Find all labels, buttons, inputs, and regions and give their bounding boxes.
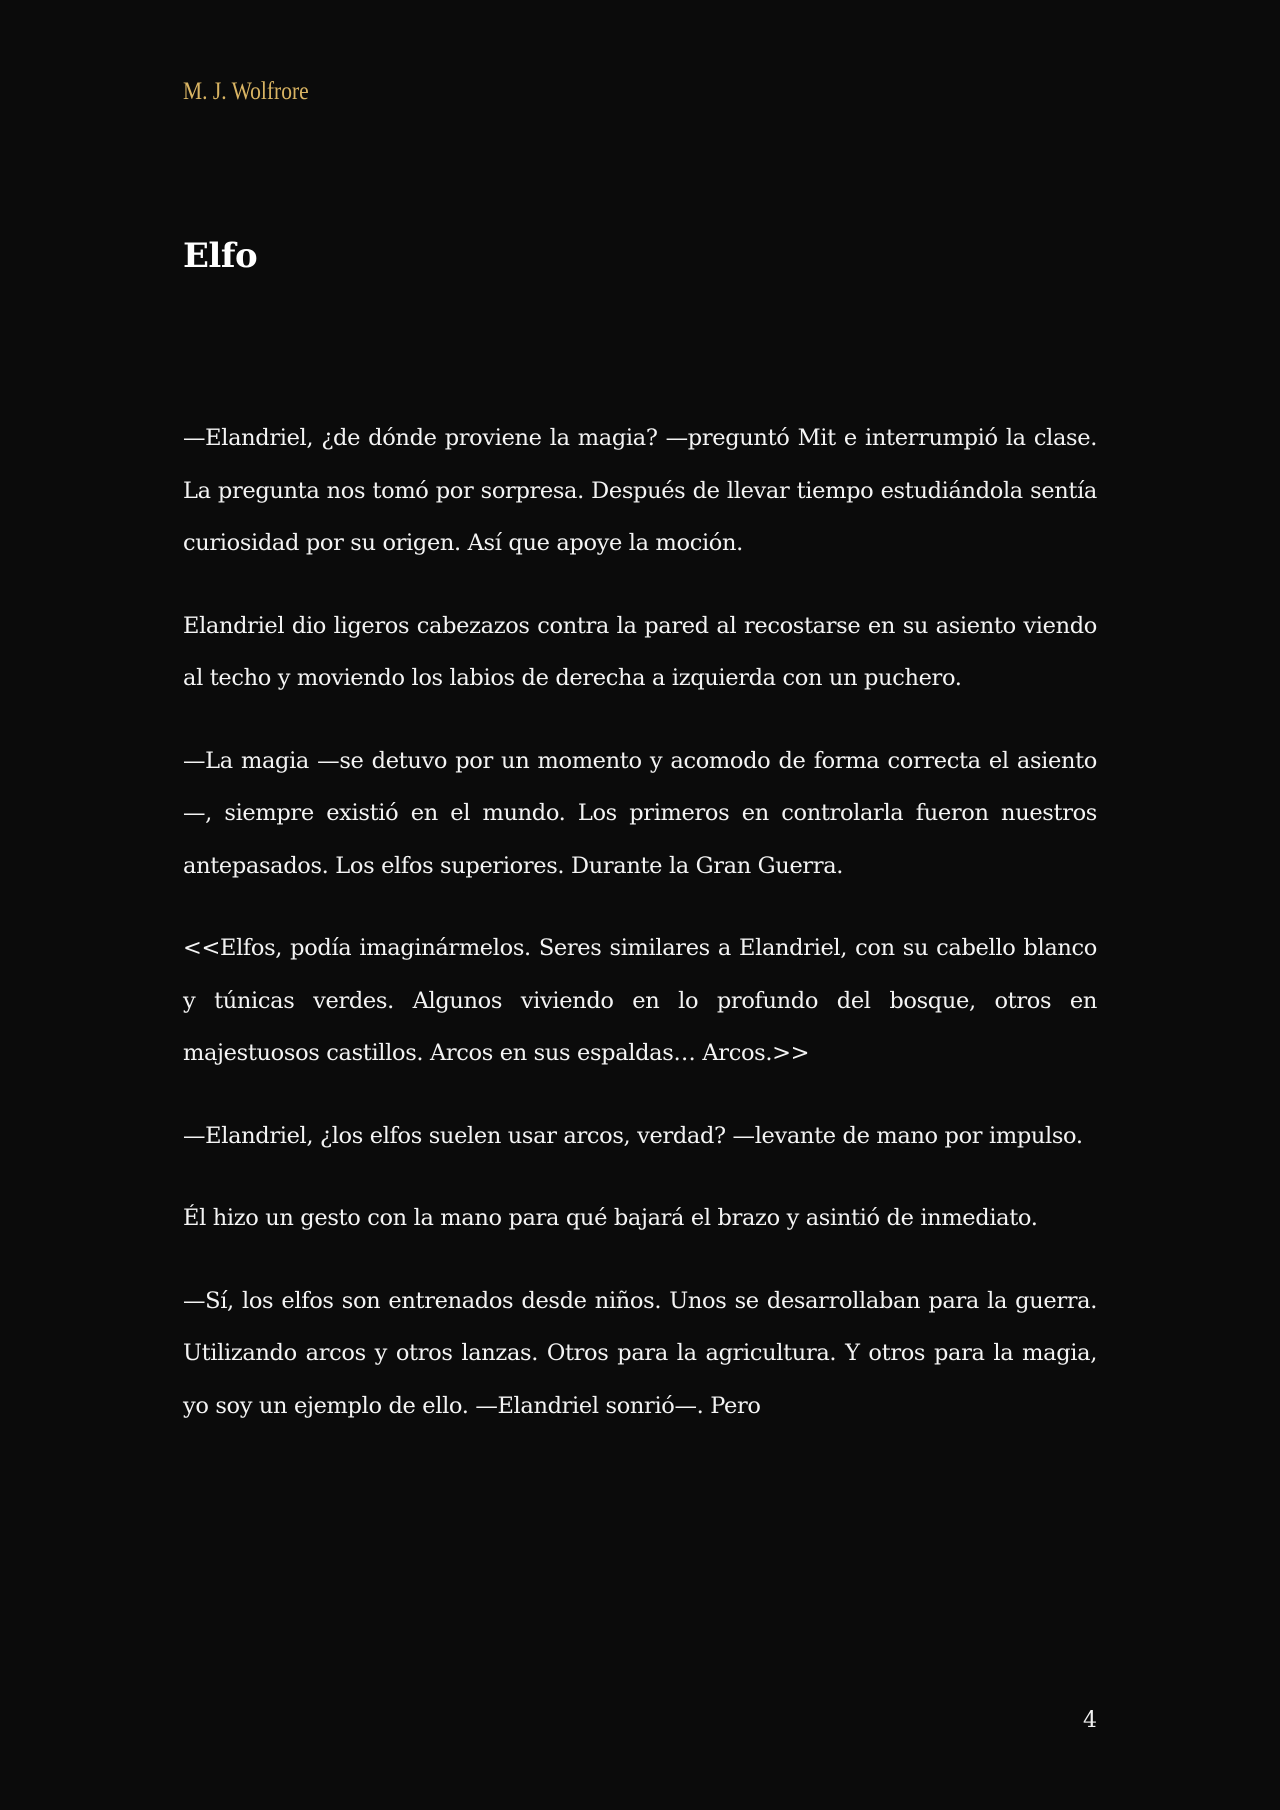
- paragraph: Él hizo un gesto con la mano para qué bajará el brazo y asintió de inmediato.: [183, 1205, 1038, 1231]
- body-text: [183, 412, 1097, 1462]
- paragraph: —La magia —se detuvo por un momento y acomodo de forma correcta el asiento—, siempre existió en el mundo. Los primeros en controlarla fueron nuestros antepasados. Los elfos superiores. Durante la Gran Guerra.: [183, 747, 1097, 879]
- page-number: 4: [1083, 1708, 1097, 1733]
- paragraph: —Elandriel, ¿los elfos suelen usar arcos, verdad? —levante de mano por impulso.: [183, 1122, 1083, 1149]
- paragraph: —Elandriel, ¿de dónde proviene la magia? —preguntó Mit e interrumpió la clase. La pregunta nos tomó por sorpresa. Después de llevar tiempo estudiándola sentía curiosidad por su origen. Así que apoye la moción.: [183, 425, 1097, 556]
- paragraph: —Sí, los elfos son entrenados desde niños. Unos se desarrollaban para la guerra. Utilizando arcos y otros lanzas. Otros para la agricultura. Y otros para la magia, yo soy un ejemplo de ello. —Elandriel sonrió—. Pero: [183, 1287, 1097, 1419]
- paragraph: <<Elfos, podía imaginármelos. Seres similares a Elandriel, con su cabello blanco y túnicas verdes. Algunos viviendo en lo profundo del bosque, otros en majestuosos castillos. Arcos en sus espaldas… Arcos.>>: [183, 935, 1097, 1066]
- paragraph: Elandriel dio ligeros cabezazos contra la pared al recostarse en su asiento viendo al techo y moviendo los labios de derecha a izquierda con un puchero.: [183, 612, 1097, 691]
- running-header-author: M. J. Wolfrore: [183, 78, 309, 105]
- chapter-title: Elfo: [183, 236, 258, 276]
